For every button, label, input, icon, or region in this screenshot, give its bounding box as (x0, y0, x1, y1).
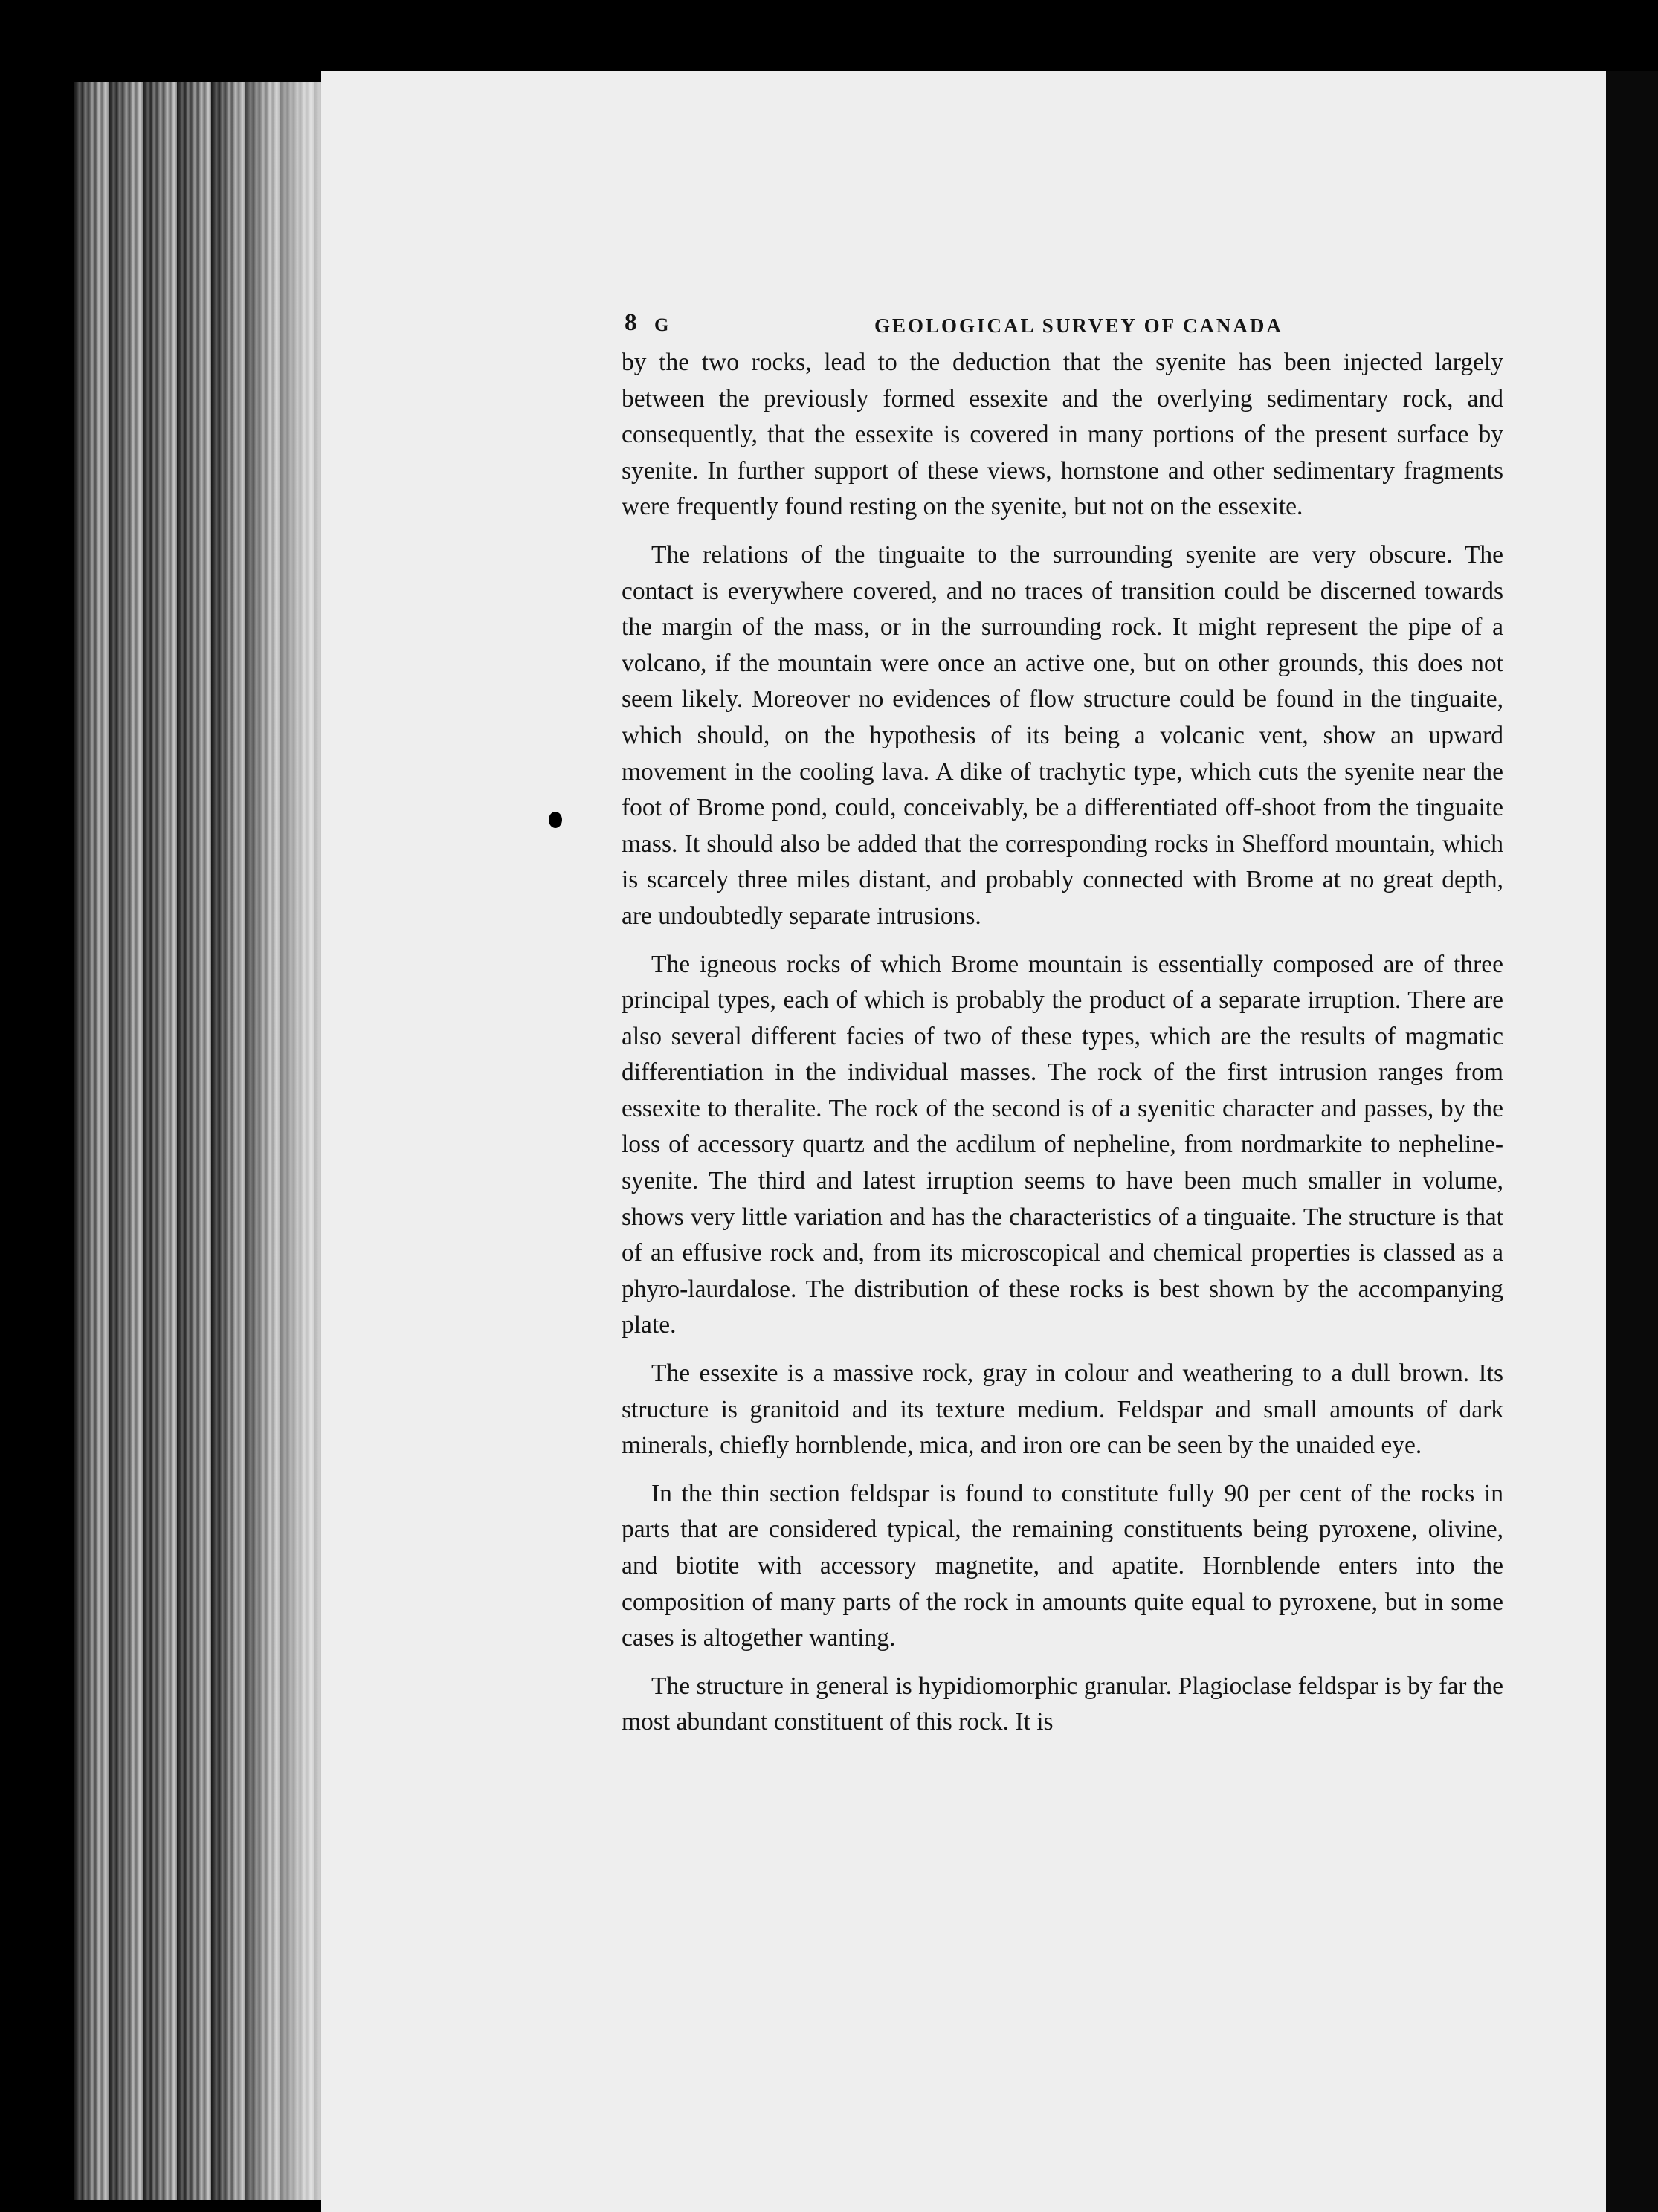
paragraph-6: The structure in general is hypidiomorphic granular. Plagioclase feldspar is by far the most abundant constituent of this rock. It is (622, 1672, 1503, 1736)
running-head-title: GEOLOGICAL SURVEY OF CANADA (874, 314, 1283, 337)
paragraph-5: In the thin section feldspar is found to constitute fully 90 per cent of the rocks in parts that are considered typical, the remaining constituents being pyroxene, olivine, and biotite with accessory magnetite, and apatite. Hornblende enters into the composition of many parts of the rock in amounts quite equal to pyroxene, but in some cases is altogether wanting. (622, 1479, 1503, 1652)
page-number: 8 (625, 309, 637, 336)
book-edge-fade (223, 82, 327, 2200)
section-letter: G (654, 315, 671, 335)
page-text (622, 305, 1503, 1753)
scan-artifact-dot (549, 812, 562, 828)
paragraph-1: by the two rocks, lead to the deduction that the syenite has been injected largely between the previously formed essexite and the overlying sedimentary rock, and consequently, that the essexite is covered in many portions of the present surface by syenite. In further support of these views, hornstone and other sedimentary fragments were frequently found resting on the syenite, but not on the essexite. (622, 349, 1503, 521)
paragraph-2: The relations of the tinguaite to the surrounding syenite are very obscure. The contact is everywhere covered, and no traces of transition could be discerned towards the margin of the mass, or in the surrounding rock. It might represent the pipe of a volcano, if the mountain were once an active one, but on other grounds, this does not seem likely. Moreover no evidences of flow structure could be found in the tinguaite, which should, on the hypothesis of its being a volcanic vent, show an upward movement in the cooling lava. A dike of trachytic type, which cuts the syenite near the foot of Brome pond, could, conceivably, be a differentiated off-shoot from the tinguaite mass. It should also be added that the corresponding rocks in Shefford mountain, which is scarcely three miles distant, and probably connected with Brome at no great depth, are undoubtedly separate intrusions. (622, 540, 1503, 930)
paragraph-3: The igneous rocks of which Brome mountain is essentially composed are of three principal types, each of which is probably the product of a separate irruption. There are also several different facies of two of these types, which are the results of magmatic differentiation in the individual masses. The rock of the first intrusion ranges from essexite to theralite. The rock of the second is of a syenitic character and passes, by the loss of accessory quartz and the acdilum of nepheline, from nordmarkite to nepheline-syenite. The third and latest irruption seems to have been much smaller in volume, shows very little variation and has the characteristics of a tinguaite. The structure is that of an effusive rock and, from its microscopical and chemical properties is classed as a phyro-laurdalose. The distribution of these rocks is best shown by the accompanying plate. (622, 950, 1503, 1339)
paragraph-4: The essexite is a massive rock, gray in colour and weathering to a dull brown. Its structure is granitoid and its texture medium. Feldspar and small amounts of dark minerals, chiefly hornblende, mica, and iron ore can be seen by the unaided eye. (622, 1359, 1503, 1460)
running-head (622, 305, 1503, 345)
page-edge-shadow (1606, 71, 1658, 2212)
